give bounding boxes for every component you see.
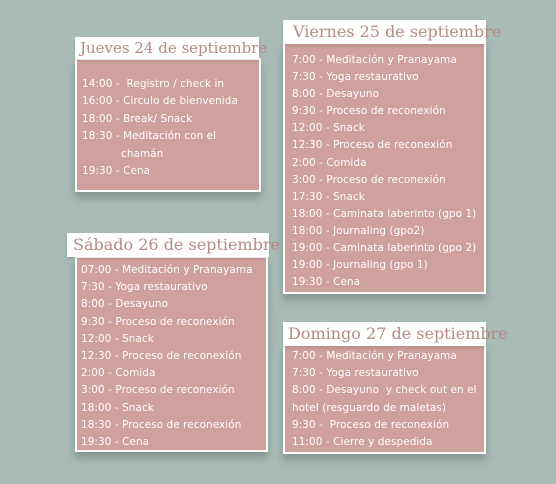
schedule-item-continuation: chamán: [121, 147, 164, 160]
schedule-item: 12:00 - Snack: [81, 332, 154, 345]
day-title-domingo: Domingo 27 de septiembre: [283, 322, 486, 346]
schedule-list-jueves: [82, 76, 238, 180]
day-title-viernes: Viernes 25 de septiembre: [283, 20, 486, 44]
schedule-item: 16:00 - Circulo de bienvenida: [82, 95, 238, 108]
schedule-item: 18:00 - Break/ Snack: [82, 112, 193, 125]
schedule-item: 2:00 - Comida: [292, 156, 367, 169]
schedule-item: 11:00 - Cierre y despedida: [292, 436, 433, 449]
schedule-item: 12:30 - Proceso de reconexión: [292, 139, 453, 152]
schedule-list-viernes: [292, 52, 476, 291]
schedule-item: 12:30 - Proceso de reconexión: [81, 350, 242, 363]
schedule-item: 7:30 - Yoga restaurativo: [81, 281, 208, 294]
day-title-sabado: Sábado 26 de septiembre: [67, 233, 269, 257]
schedule-item: 3:00 - Proceso de reconexión: [81, 384, 235, 397]
schedule-item: 18:30 - Proceso de reconexión: [81, 418, 242, 431]
schedule-item: 18:00 - Journaling (gpo2): [292, 224, 425, 237]
schedule-item: 8:00 - Desayuno y check out en el: [292, 384, 477, 397]
schedule-item: 19:00 - Journaling (gpo 1): [292, 259, 428, 272]
schedule-item: 7:30 - Yoga restaurativo: [292, 367, 419, 380]
schedule-item: 2:00 - Comida: [81, 367, 156, 380]
schedule-item: 18:30 - Meditación con el: [82, 130, 217, 143]
schedule-item: 14:00 - Registro / check in: [82, 78, 225, 90]
schedule-item: 9:30 - Proceso de reconexión: [292, 105, 446, 118]
schedule-list-sabado: [81, 262, 253, 451]
schedule-item: 3:00 - Proceso de reconexión: [292, 173, 446, 186]
day-title-jueves: Jueves 24 de septiembre: [75, 37, 259, 59]
schedule-item: 18:00 - Caminata laberinto (gpo 1): [292, 207, 477, 220]
schedule-item: 19:30 - Cena: [82, 165, 151, 178]
schedule-item: 7:30 - Yoga restaurativo: [292, 71, 419, 84]
schedule-item: 07:00 - Meditación y Pranayama: [81, 264, 253, 276]
schedule-item: 19:00 - Caminata laberinto (gpo 2): [292, 242, 477, 255]
schedule-item: 7:00 - Meditación y Pranayama: [292, 54, 457, 66]
schedule-item: 9:30 - Proceso de reconexión: [81, 315, 235, 328]
schedule-item: 18:00 - Snack: [81, 401, 154, 414]
schedule-item: hotel (resguardo de maletas): [292, 401, 447, 414]
schedule-item: 17:30 - Snack: [292, 190, 365, 203]
schedule-item: 12:00 - Snack: [292, 122, 365, 135]
schedule-item: 19:30 - Cena: [81, 436, 150, 449]
schedule-item: 8:00 - Desayuno: [292, 88, 380, 101]
schedule-item: 7:00 - Meditación y Pranayama: [292, 350, 457, 362]
schedule-item: 9:30 - Proceso de reconexión: [292, 418, 450, 431]
schedule-item: 8:00 - Desayuno: [81, 298, 169, 311]
schedule-item: 19:30 - Cena: [292, 276, 361, 289]
schedule-list-domingo: [292, 348, 477, 451]
